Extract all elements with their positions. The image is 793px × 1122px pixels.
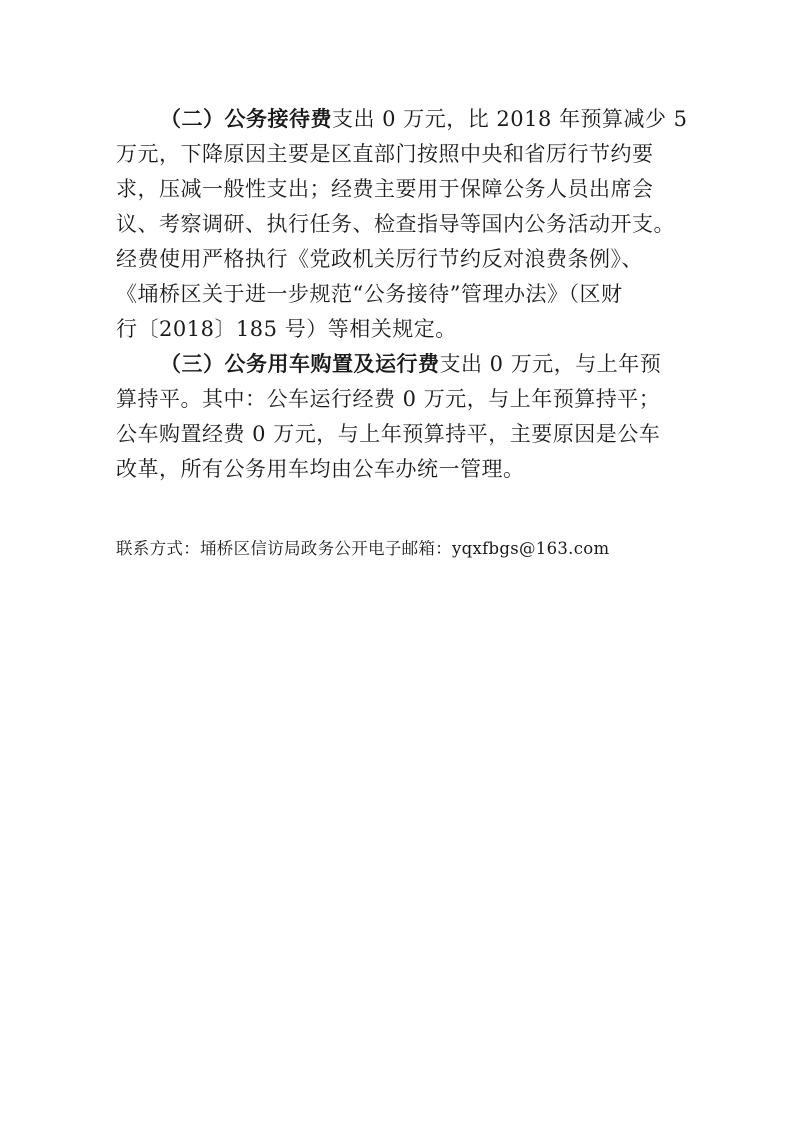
section2-line4: 议、考察调研、执行任务、检查指导等国内公务活动开支。	[116, 212, 675, 236]
section3-line3: 公车购置经费 0 万元，与上年预算持平，主要原因是公车	[116, 422, 661, 446]
section2-line1	[160, 106, 688, 132]
section3-line4: 改革，所有公务用车均由公车办统一管理。	[116, 457, 525, 481]
section3-line1	[160, 351, 661, 377]
contact-info: 联系方式：埇桥区信访局政务公开电子邮箱：yqxfbgs@163.com	[116, 539, 610, 558]
section2-heading: （二）公务接待费	[160, 106, 332, 131]
section2-line6: 《埇桥区关于进一步规范“公务接待”管理办法》（区财	[116, 282, 623, 306]
section2-line3: 求，压减一般性支出；经费主要用于保障公务人员出席会	[116, 177, 654, 201]
section2-line2: 万元，下降原因主要是区直部门按照中央和省厉行节约要	[116, 142, 654, 166]
section2-line7: 行〔2018〕185 号）等相关规定。	[116, 317, 457, 341]
section3-line2: 算持平。其中：公车运行经费 0 万元，与上年预算持平；	[116, 387, 661, 411]
section3-heading: （三）公务用车购置及运行费	[160, 351, 440, 376]
section2-line1-text: 支出 0 万元，比 2018 年预算减少 5	[332, 107, 688, 131]
section2-line5: 经费使用严格执行《党政机关厉行节约反对浪费条例》、	[116, 247, 643, 271]
section3-line1-text: 支出 0 万元，与上年预	[439, 352, 662, 376]
